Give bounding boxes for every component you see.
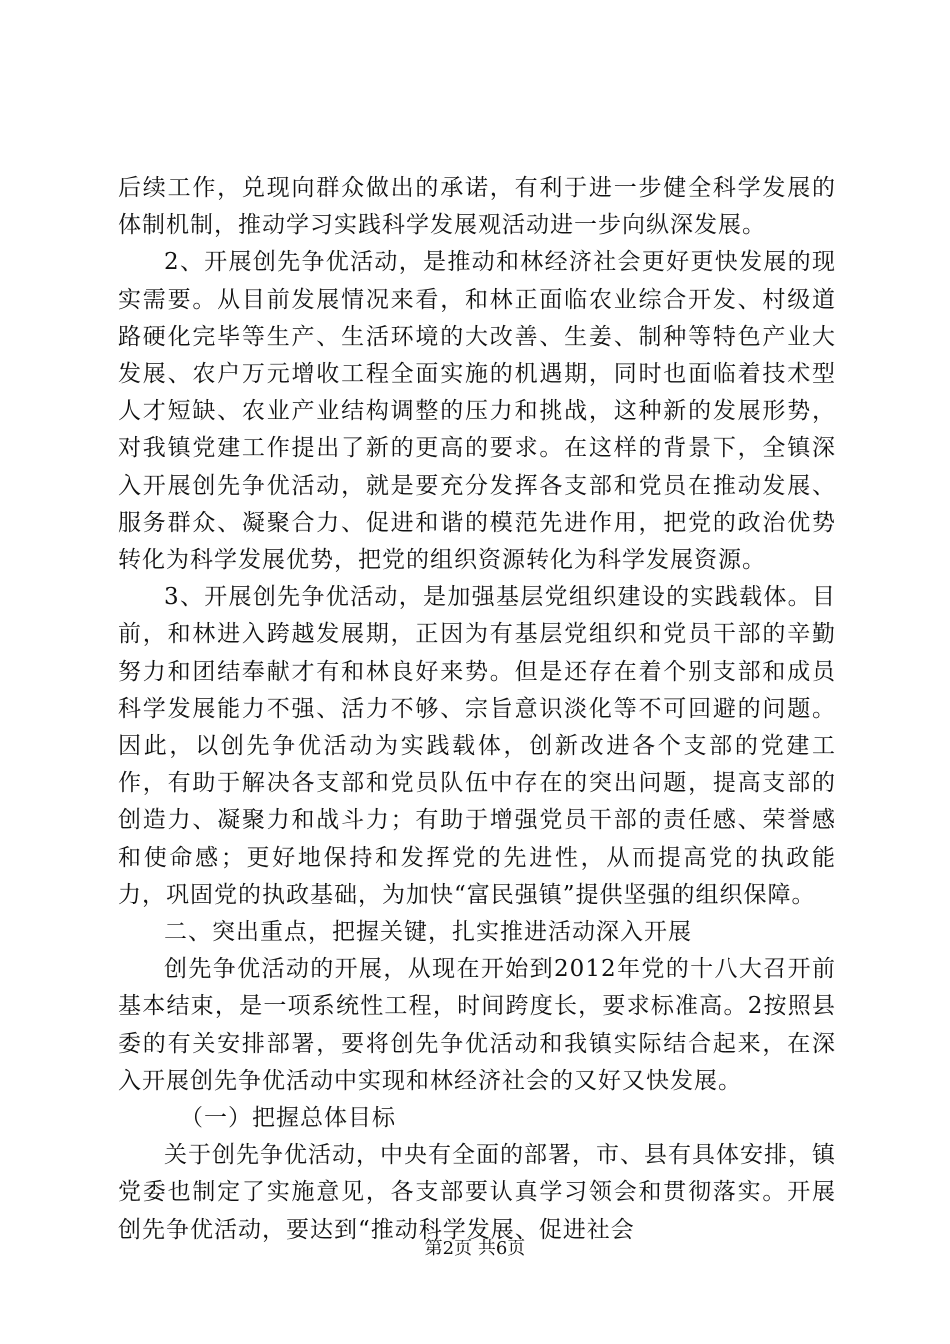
section-heading-2: 二、突出重点，把握关键，扎实推进活动深入开展 [164, 919, 692, 946]
paragraph-point-2: 2、开展创先争优活动，是推动和林经济社会更好更快发展的现实需要。从目前发展情况来看，和林正面临农业综合开发、村级道路硬化完毕等生产、生活环境的大改善、生姜、制种等特色产业大发展、农户万元增收工程全面实施的机遇期，同时也面临着技术型人才短缺、农业产业结构调整的压力和挑战，这种新的发展形势，对我镇党建工作提出了新的更高的要求。在这样的背景下，全镇深入开展创先争优活动，就是要充分发挥各支部和党员在推动发展、服务群众、凝聚合力、促进和谐的模范先进作用，把党的政治优势转化为科学发展优势，把党的组织资源转化为科学发展资源。 [118, 249, 836, 574]
paragraph-section-2-intro: 创先争优活动的开展，从现在开始到2012年党的十八大召开前基本结束，是一项系统性工程，时间跨度长，要求标准高。2按照县委的有关安排部署，要将创先争优活动和我镇实际结合起来，在深入开展创先争优活动中实现和林经济社会的又好又快发展。 [118, 956, 836, 1094]
page-footer: 第2页 共6页 [424, 1238, 526, 1259]
paragraph-point-3: 3、开展创先争优活动，是加强基层党组织建设的实践载体。目前，和林进入跨越发展期，正因为有基层党组织和党员干部的辛勤努力和团结奉献才有和林良好来势。但是还存在着个别支部和成员科学发展能力不强、活力不够、宗旨意识淡化等不可回避的问题。因此，以创先争优活动为实践载体，创新改进各个支部的党建工作，有助于解决各支部和党员队伍中存在的突出问题，提高支部的创造力、凝聚力和战斗力；有助于增强党员干部的责任感、荣誉感和使命感；更好地保持和发挥党的先进性，从而提高党的执政能力，巩固党的执政基础，为加快“富民强镇”提供坚强的组织保障。 [118, 584, 836, 908]
subsection-heading-1: （一）把握总体目标 [180, 1105, 396, 1132]
paragraph-continuation: 后续工作，兑现向群众做出的承诺，有利于进一步健全科学发展的体制机制，推动学习实践科学发展观活动进一步向纵深发展。 [118, 175, 836, 239]
paragraph-subsection-1: 关于创先争优活动，中央有全面的部署，市、县有具体安排，镇党委也制定了实施意见，各支部要认真学习领会和贯彻落实。开展创先争优活动，要达到“推动科学发展、促进社会 [118, 1142, 836, 1243]
document-body [118, 170, 836, 1249]
